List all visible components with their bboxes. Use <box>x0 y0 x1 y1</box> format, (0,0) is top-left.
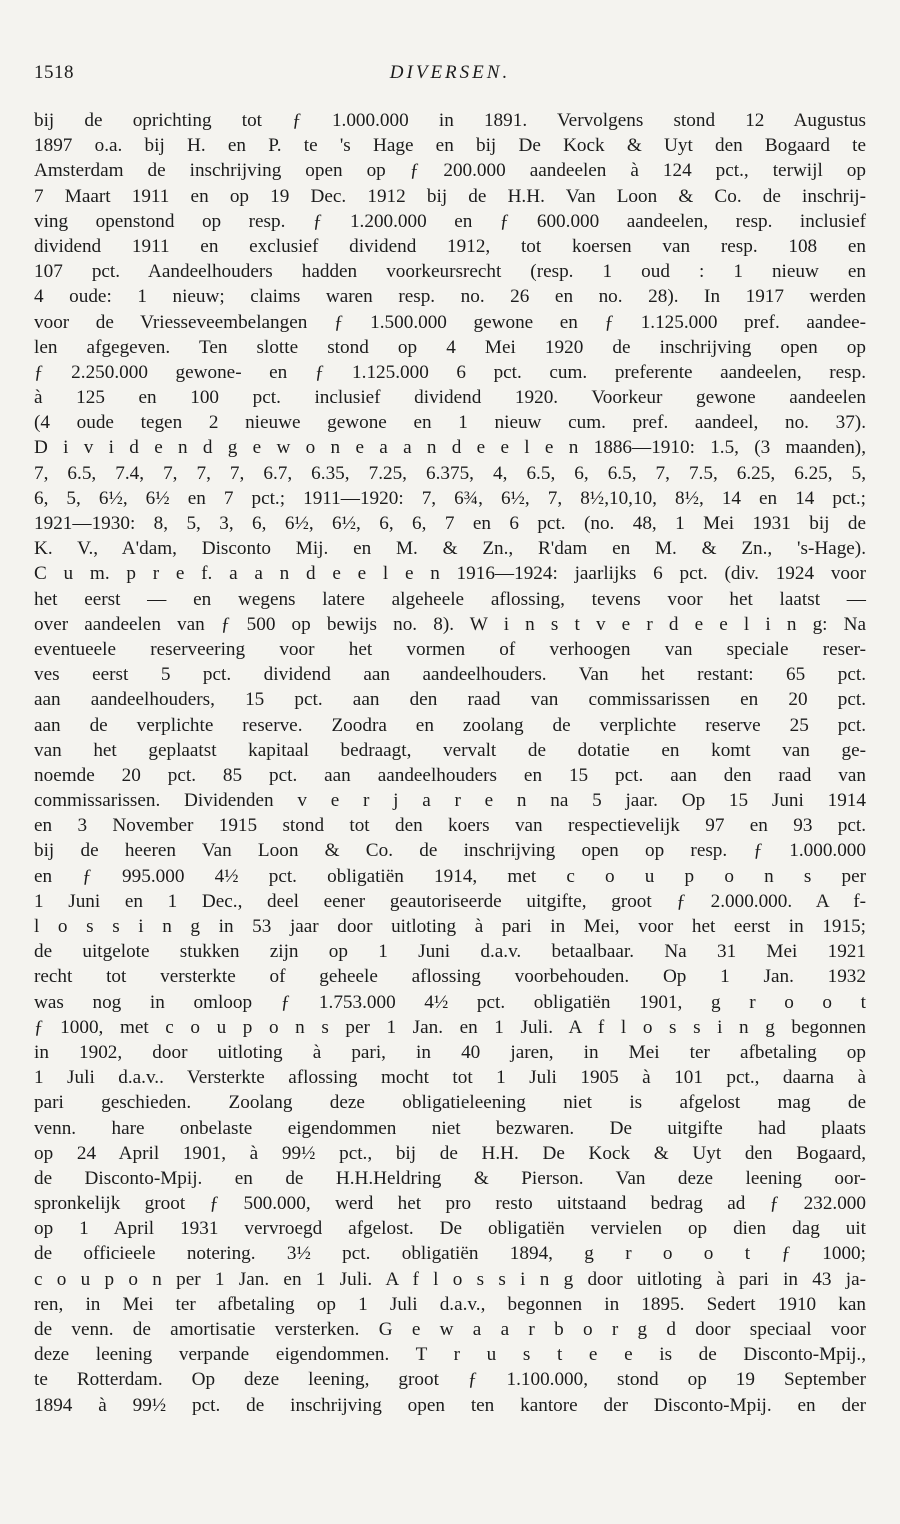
text-line: de officieele notering. 3½ pct. obligatiën 1894, g r o o t ƒ 1000; <box>34 1243 866 1265</box>
text-line: op 1 April 1931 vervroegd afgelost. De obligatiën vervielen op dien dag uit <box>34 1218 866 1240</box>
text-line: 1894 à 99½ pct. de inschrijving open ten kantore der Disconto-Mpij. en der <box>34 1394 866 1416</box>
page-number: 1518 <box>34 62 74 83</box>
text-line: bij de heeren Van Loon & Co. de inschrijving open op resp. ƒ 1.000.000 <box>34 840 866 862</box>
text-line: 1897 o.a. bij H. en P. te 's Hage en bij De Kock & Uyt den Bogaard te <box>34 135 866 157</box>
text-line: ren, in Mei ter afbetaling op 1 Juli d.a.v., begonnen in 1895. Sedert 1910 kan <box>34 1293 866 1315</box>
page-header <box>34 62 866 92</box>
text-line: c o u p o n per 1 Jan. en 1 Juli. A f l o s s i n g door uitloting à pari in 43 ja- <box>34 1268 866 1290</box>
text-line: 6, 5, 6½, 6½ en 7 pct.; 1911—1920: 7, 6¾, 6½, 7, 8½,10,10, 8½, 14 en 14 pct.; <box>34 487 866 509</box>
text-line: 107 pct. Aandeelhouders hadden voorkeursrecht (resp. 1 oud : 1 nieuw en <box>34 261 866 283</box>
text-line: te Rotterdam. Op deze leening, groot ƒ 1.100.000, stond op 19 September <box>34 1369 866 1391</box>
text-line: op 24 April 1901, à 99½ pct., bij de H.H. De Kock & Uyt den Bogaard, <box>34 1142 866 1164</box>
running-head: DIVERSEN. <box>389 62 511 83</box>
text-line: de uitgelote stukken zijn op 1 Juni d.a.v. betaalbaar. Na 31 Mei 1921 <box>34 941 866 963</box>
text-line: en 3 November 1915 stond tot den koers van respectievelijk 97 en 93 pct. <box>34 815 866 837</box>
text-line: over aandeelen van ƒ 500 op bewijs no. 8). W i n s t v e r d e e l i n g: Na <box>34 613 866 635</box>
text-line: Amsterdam de inschrijving open op ƒ 200.000 aandeelen à 124 pct., terwijl op <box>34 160 866 182</box>
text-line: venn. hare onbelaste eigendommen niet bezwaren. De uitgifte had plaats <box>34 1117 866 1139</box>
text-line: de Disconto-Mpij. en de H.H.Heldring & Pierson. Van deze leening oor- <box>34 1167 866 1189</box>
text-line: was nog in omloop ƒ 1.753.000 4½ pct. obligatiën 1901, g r o o t <box>34 991 866 1013</box>
text-line: ving openstond op resp. ƒ 1.200.000 en ƒ 600.000 aandeelen, resp. inclusief <box>34 210 866 232</box>
text-line: 1 Juli d.a.v.. Versterkte aflossing mocht tot 1 Juli 1905 à 101 pct., daarna à <box>34 1067 866 1089</box>
text-line: het eerst — en wegens latere algeheele aflossing, tevens voor het laatst — <box>34 588 866 610</box>
text-line: C u m. p r e f. a a n d e e l e n 1916—1924: jaarlijks 6 pct. (div. 1924 voor <box>34 563 866 585</box>
text-line: en ƒ 995.000 4½ pct. obligatiën 1914, met c o u p o n s per <box>34 865 866 887</box>
text-line: ves eerst 5 pct. dividend aan aandeelhouders. Van het restant: 65 pct. <box>34 664 866 686</box>
text-line: aan de verplichte reserve. Zoodra en zoolang de verplichte reserve 25 pct. <box>34 714 866 736</box>
text-line: commissarissen. Dividenden v e r j a r e n na 5 jaar. Op 15 Juni 1914 <box>34 790 866 812</box>
text-line: recht tot versterkte of geheele aflossing voorbehouden. Op 1 Jan. 1932 <box>34 966 866 988</box>
text-line: à 125 en 100 pct. inclusief dividend 1920. Voorkeur gewone aandeelen <box>34 387 866 409</box>
text-line: ƒ 2.250.000 gewone- en ƒ 1.125.000 6 pct. cum. preferente aandeelen, resp. <box>34 361 866 383</box>
text-line: ƒ 1000, met c o u p o n s per 1 Jan. en 1 Juli. A f l o s s i n g begonnen <box>34 1016 866 1038</box>
text-line: eventueele reserveering voor het vormen of verhoogen van speciale reser- <box>34 638 866 660</box>
text-line: 1921—1930: 8, 5, 3, 6, 6½, 6½, 6, 6, 7 en 6 pct. (no. 48, 1 Mei 1931 bij de <box>34 513 866 534</box>
text-line: l o s s i n g in 53 jaar door uitloting à pari in Mei, voor het eerst in 1915; <box>34 916 866 937</box>
text-line: pari geschieden. Zoolang deze obligatieleening niet is afgelost mag de <box>34 1092 866 1114</box>
text-line: aan aandeelhouders, 15 pct. aan den raad van commissarissen en 20 pct. <box>34 689 866 711</box>
text-line: in 1902, door uitloting à pari, in 40 jaren, in Mei ter afbetaling op <box>34 1041 866 1063</box>
text-line: (4 oude tegen 2 nieuwe gewone en 1 nieuw cum. pref. aandeel, no. 37). <box>34 412 866 434</box>
text-line: K. V., A'dam, Disconto Mij. en M. & Zn., R'dam en M. & Zn., 's-Hage). <box>34 538 866 560</box>
text-line: deze leening verpande eigendommen. T r u s t e e is de Disconto-Mpij., <box>34 1344 866 1366</box>
body-text <box>34 108 866 1418</box>
text-line: 1 Juni en 1 Dec., deel eener geautoriseerde uitgifte, groot ƒ 2.000.000. A f- <box>34 890 866 912</box>
text-line: spronkelijk groot ƒ 500.000, werd het pro resto uitstaand bedrag ad ƒ 232.000 <box>34 1193 866 1215</box>
text-line: bij de oprichting tot ƒ 1.000.000 in 1891. Vervolgens stond 12 Augustus <box>34 110 866 131</box>
text-line: de venn. de amortisatie versterken. G e w a a r b o r g d door speciaal voor <box>34 1319 866 1340</box>
text-line: 7 Maart 1911 en op 19 Dec. 1912 bij de H.H. Van Loon & Co. de inschrij- <box>34 185 866 207</box>
text-line: noemde 20 pct. 85 pct. aan aandeelhouders en 15 pct. aan den raad van <box>34 764 866 786</box>
text-line: voor de Vriesseveembelangen ƒ 1.500.000 gewone en ƒ 1.125.000 pref. aandee- <box>34 311 866 333</box>
text-line: D i v i d e n d g e w o n e a a n d e e l e n 1886—1910: 1.5, (3 maanden), <box>34 437 866 459</box>
text-line: dividend 1911 en exclusief dividend 1912, tot koersen van resp. 108 en <box>34 235 866 257</box>
text-line: 7, 6.5, 7.4, 7, 7, 7, 6.7, 6.35, 7.25, 6.375, 4, 6.5, 6, 6.5, 7, 7.5, 6.25, 6.25, 5, <box>34 462 866 484</box>
text-line: 4 oude: 1 nieuw; claims waren resp. no. 26 en no. 28). In 1917 werden <box>34 286 866 308</box>
text-line: len afgegeven. Ten slotte stond op 4 Mei 1920 de inschrijving open op <box>34 336 866 358</box>
text-line: van het geplaatst kapitaal bedraagt, vervalt de dotatie en komt van ge- <box>34 739 866 761</box>
